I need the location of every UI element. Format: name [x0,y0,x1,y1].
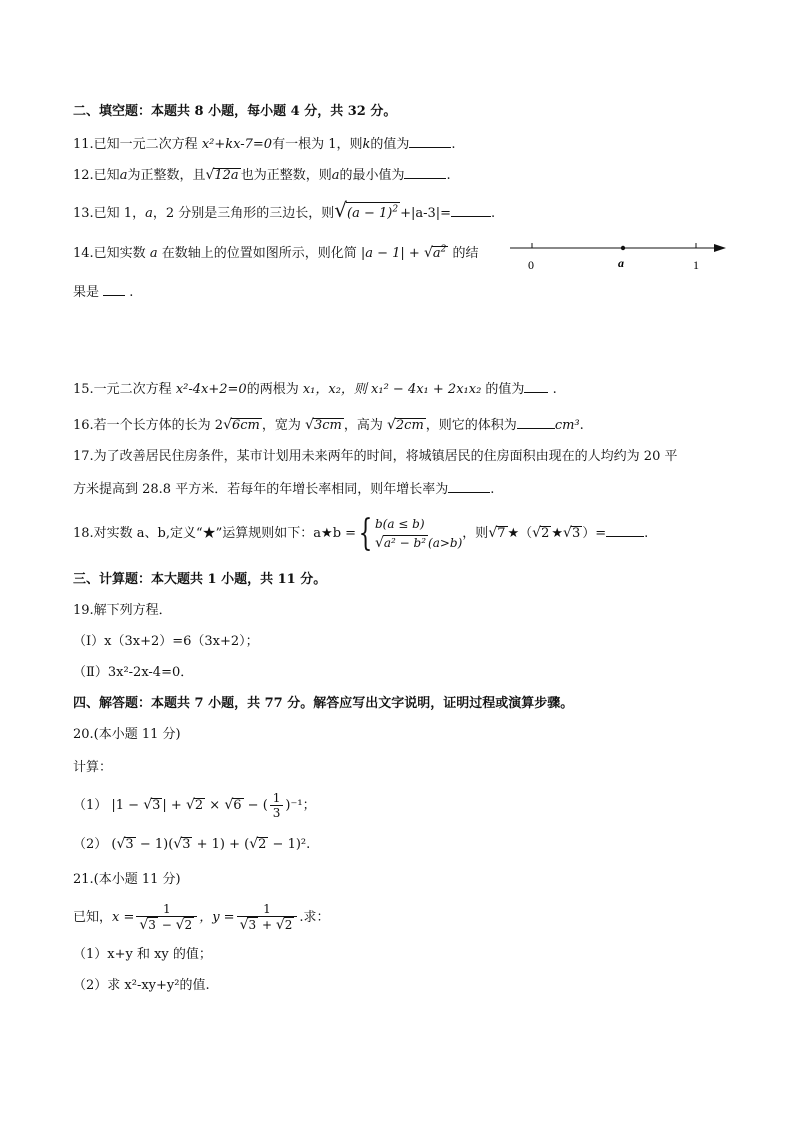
q21-x-den-radicand-b: 2 [184,918,193,932]
sqrt-icon: √ [275,917,285,933]
q12-text-c: 也为正整数，则 [240,168,332,183]
q18-text-e: ）= [582,526,607,541]
question-19-part-2: （Ⅱ）3x²-2x-4=0． [73,665,194,680]
q20-p1-a: （1） |1 − [73,798,144,813]
answer-blank[interactable] [451,202,491,217]
sqrt-icon: √ [224,797,234,813]
q21-lead: 已知， [73,910,113,925]
q14-abs-expr: |a − 1| + [360,246,424,261]
sqrt-icon: √ [386,417,396,433]
sqrt-icon: √ [423,245,433,261]
question-20-part-1 [73,790,316,821]
question-18 [73,511,648,556]
question-17-line1: 17.为了改善居民住房条件，某市计划用未来两年的时间，将城镇居民的住房面积由现在的人均约为 20 平 [73,449,678,464]
sqrt-icon: √ [185,797,195,813]
answer-blank[interactable] [404,164,446,179]
q15-text-d: 的值为 [481,382,525,397]
q16-radicand-1: 6cm [232,418,260,433]
q18-end: . [644,526,649,541]
question-13 [73,200,495,224]
q15-end: . [552,382,557,397]
answer-blank[interactable] [103,281,125,296]
q18-radicand-2: 2 [541,526,550,541]
q11-text-a: 11.已知一元二次方程 [73,137,202,152]
section-title-answer: 四、解答题：本题共 7 小题，共 77 分。解答应写出文字说明，证明过程或演算步骤。 [73,696,574,711]
question-16 [73,414,584,436]
sqrt-icon: √ [249,836,259,852]
q20-p1-numerator: 1 [270,791,284,806]
q21-x-den-op: − [157,918,176,932]
answer-blank[interactable] [517,414,555,429]
q20-p2-radicand-2: 3 [182,837,191,852]
question-20-title: 20.(本小题 11 分) [73,727,181,742]
q20-p1-radicand-2: 2 [194,798,204,813]
q17-end: . [490,482,495,497]
question-21-part-1: （1）x+y 和 xy 的值； [73,947,212,962]
q14-radicand: $a^2$ [432,244,447,261]
q18-case-2-tail: (a>b) [428,535,463,550]
tick-label-a: a [618,256,624,270]
q12-var-a2: a [331,168,340,183]
answer-blank[interactable] [524,378,548,393]
sqrt-icon: √ [205,167,215,183]
sqrt-icon: √ [143,797,153,813]
section-title-fill-in: 二、填空题：本题共 8 小题，每小题 4 分，共 32 分。 [73,104,397,119]
sqrt-icon: √ [175,917,185,933]
q16-radicand-2: 3cm [313,418,342,433]
q20-p2-radicand-1: 3 [125,837,134,852]
q14-end: . [129,285,134,300]
sqrt-icon: √ [488,525,498,541]
q21-x-fraction [136,902,197,933]
q20-p1-radicand-1: 3 [152,798,161,813]
q18-radicand-3: 3 [571,526,581,541]
arrow-icon [714,244,726,252]
sqrt-icon: √ [139,917,149,933]
sqrt-icon: √ [223,417,232,433]
q21-y-fraction [237,902,298,933]
q18-case-2 [375,534,462,553]
q21-y-den-radicand-b: 2 [284,918,293,932]
question-14 [73,243,479,264]
sqrt-icon: √ [532,525,542,541]
q12-text-b: 为正整数，且 [127,168,206,183]
question-17-line2 [73,478,494,500]
q20-p1-e: )⁻¹； [285,798,316,813]
answer-blank[interactable] [448,478,490,493]
q15-expression: x₁² − 4x₁ + 2x₁x₂ [371,382,482,397]
q20-p2-a: （2） ( [73,837,117,852]
q12-radicand: 12a [214,168,239,183]
q18-text-d: ★ [551,526,564,541]
q15-text-a: 15.一元二次方程 [73,382,176,397]
q21-y-numerator: 1 [237,902,298,917]
q21-tail: .求： [299,910,330,925]
q20-p2-b: − 1)( [135,837,174,852]
q13-text-c: +|a-3|= [400,206,452,221]
q14-text-a: 14.已知实数 [73,246,150,261]
q21-y-den-op: + [258,918,276,932]
q13-text-b: ，2 分别是三角形的三边长，则 [152,206,335,221]
q17-line2-text: 方米提高到 28.8 平方米．若每年的年增长率相同，则年增长率为 [73,482,449,497]
sqrt-icon: √ [563,525,572,541]
q20-p1-b: | + [162,798,186,813]
q20-p1-c: × [205,798,225,813]
point-a [621,246,625,250]
sqrt-icon: √ [239,917,249,933]
q16-text-b: ，宽为 [261,418,306,433]
q12-var-a: a [119,168,128,183]
q13-text-a: 13.已知 1， [73,206,146,221]
brace-icon: { [358,512,373,554]
q21-x-numerator: 1 [136,902,197,917]
q15-roots: x₁，x₂，则 [302,382,372,397]
question-21-part-2: （2）求 x²-xy+y²的值. [73,978,210,993]
q18-cases [375,515,462,553]
q20-p2-radicand-3: 2 [258,837,267,852]
question-19-part-1: （Ⅰ）x（3x+2）=6（3x+2）； [73,634,259,649]
q21-y-denominator [237,917,298,933]
q16-radicand-3: 2cm [395,418,424,433]
q20-p2-d: − 1)². [268,837,311,852]
q16-text-d: ，则它的体积为 [425,418,517,433]
question-11 [73,133,456,155]
question-20-lead: 计算： [73,760,113,775]
q14-radicand-text: a [432,246,441,261]
q21-y-den-radicand-a: 3 [248,918,257,932]
section-title-calculation: 三、计算题：本大题共 1 小题，共 11 分。 [73,572,327,587]
q18-text-a: 18.对实数 a、b,定义“★”运算规则如下：a★b = [73,526,357,541]
q11-text-c: 的值为 [370,137,410,152]
q16-unit: cm³ [554,418,580,433]
answer-blank[interactable] [606,522,644,537]
q16-text-a: 16.若一个长方体的长为 2 [73,418,224,433]
question-14-line2 [73,281,133,303]
q20-p2-c: + 1) + ( [192,837,250,852]
question-12 [73,164,451,186]
q13-radicand-text: (a − 1) [347,206,393,221]
q18-case-1: b(a ≤ b) [374,516,425,531]
q11-text-b: 有一根为 1，则 [272,137,363,152]
tick-label-one: 1 [693,258,699,272]
q13-end: . [491,206,496,221]
q18-case-2-radicand: a² − b² [383,535,427,550]
q13-var-a: a [145,206,153,221]
q15-equation: x²-4x+2=0 [175,382,247,397]
sqrt-icon: √ [374,534,384,551]
sqrt-icon: √ [334,198,347,222]
q16-text-c: ，高为 [343,418,387,433]
q15-text-b: 的两根为 [246,382,303,397]
q20-p1-radicand-3: 6 [233,798,242,813]
q18-text-c: ★（ [507,526,533,541]
q12-text-a: 12.已知 [73,168,120,183]
q18-text-b: ，则 [462,526,489,541]
q21-x-denominator [136,917,197,933]
q11-end: . [451,137,456,152]
q21-x-den-radicand-a: 3 [148,918,156,932]
q11-equation: x²+kx-7=0 [201,137,273,152]
q21-x-label: x = [112,910,135,925]
q16-end: . [579,418,584,433]
q20-p1-fraction [270,791,284,821]
q21-y-label: ，y = [199,910,235,925]
question-19-title: 19.解下列方程． [73,603,172,618]
q13-radicand: $(a - 1)^2$ [346,202,400,221]
q20-p1-denominator: 3 [272,805,281,820]
question-15 [73,378,557,400]
tick-label-zero: 0 [528,258,534,272]
q12-text-d: 的最小值为 [339,168,405,183]
sqrt-icon: √ [305,417,314,433]
q14-text-c: 的结 [448,246,479,261]
question-21-title: 21.(本小题 11 分) [73,872,181,887]
number-line-figure [508,236,726,274]
q20-p1-d: − ( [243,798,268,813]
q11-var-k: k [362,137,371,152]
sqrt-icon: √ [116,836,126,852]
q14-var-a: a [149,246,158,261]
question-21-given [73,900,330,936]
q18-radicand-7: 7 [497,526,506,541]
answer-blank[interactable] [409,133,451,148]
sqrt-icon: √ [173,836,183,852]
q14-text-b: 在数轴上的位置如图所示，则化简 [157,246,361,261]
question-20-part-2 [73,834,310,855]
q14-line2-text: 果是 [73,285,100,300]
q12-end: . [446,168,451,183]
